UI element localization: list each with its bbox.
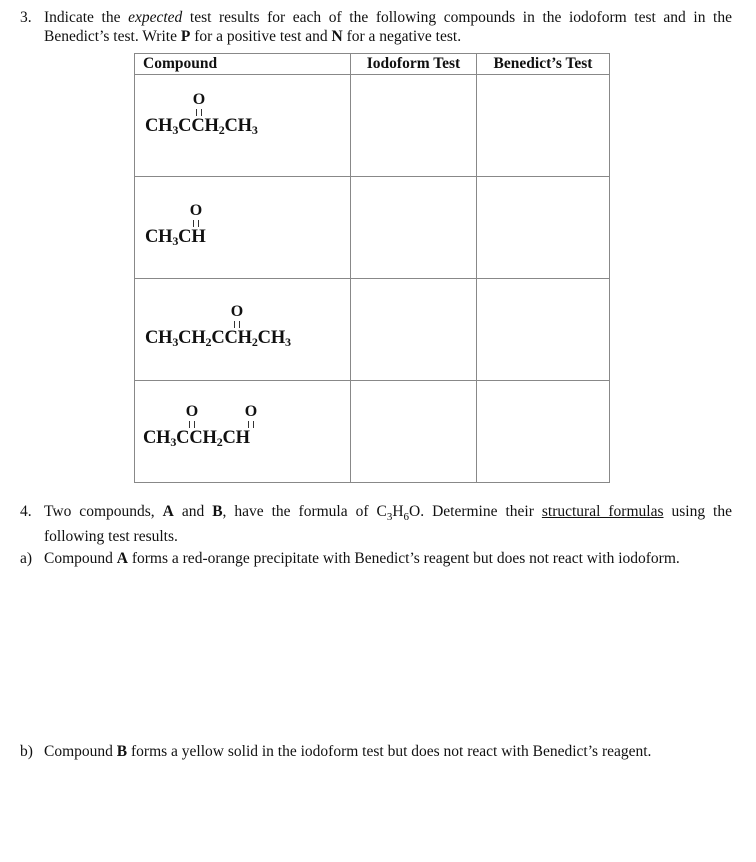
formula-subscript: 2 <box>216 435 223 449</box>
q4-text-d: using the following test results. <box>44 503 732 546</box>
part-label: a) <box>20 550 33 567</box>
question-4b <box>20 742 732 761</box>
compound-formula <box>145 328 291 349</box>
header-iodoform: Iodoform Test <box>351 54 477 75</box>
formula-part: CH <box>145 116 173 136</box>
q3-text-b: test results for each of the following compounds in the iodoform test and in the Benedict’s test. Write <box>44 9 732 45</box>
formula-subscript: 3 <box>170 435 177 449</box>
table-row <box>135 381 610 483</box>
question-3 <box>20 8 732 46</box>
compound-formula <box>143 428 250 449</box>
q4-text-c: , have the formula of C <box>222 503 387 520</box>
compound-formula <box>145 227 206 248</box>
formula-subscript: 3 <box>172 335 179 349</box>
q3-text-d: for a negative test. <box>342 28 462 45</box>
formula-part: CCH <box>176 428 217 448</box>
compound-cell <box>135 177 351 279</box>
qb-bold: B <box>116 743 128 760</box>
formula-part: H <box>392 503 404 520</box>
q3-text-a: Indicate the <box>44 9 129 26</box>
compound-cell <box>135 279 351 381</box>
compound-formula <box>145 116 258 137</box>
results-table <box>134 53 610 483</box>
formula-subscript: 3 <box>285 335 291 349</box>
formula-part: CH <box>224 116 252 136</box>
q4-b-bold: B <box>212 503 223 520</box>
qb-text-b: forms a yellow solid in the iodoform test but does not react with Benedict’s reagent. <box>127 743 652 760</box>
qa-text-a: Compound <box>44 550 117 567</box>
q3-emphasis: expected <box>128 9 183 26</box>
benedicts-answer-cell[interactable] <box>477 75 610 177</box>
q3-text-c: for a positive test and <box>190 28 332 45</box>
carbonyl-oxygen: O <box>230 303 244 320</box>
formula-part: CH <box>145 328 173 348</box>
double-bond-icon <box>196 109 202 116</box>
formula-subscript: 3 <box>251 123 258 137</box>
benedicts-answer-cell[interactable] <box>477 279 610 381</box>
formula-part: CH <box>222 428 250 448</box>
question-4b-text <box>20 742 732 761</box>
double-bond-icon <box>193 220 199 227</box>
compound-cell <box>135 75 351 177</box>
formula-subscript: 6 <box>403 511 410 524</box>
table-header-row <box>135 54 610 75</box>
formula-subscript: 2 <box>251 335 258 349</box>
table-row <box>135 75 610 177</box>
compound-cell <box>135 381 351 483</box>
iodoform-answer-cell[interactable] <box>351 279 477 381</box>
header-compound: Compound <box>135 54 351 75</box>
formula-subscript: 2 <box>205 335 212 349</box>
formula-subscript: 3 <box>386 511 393 524</box>
carbonyl-oxygen: O <box>244 403 258 420</box>
iodoform-answer-cell[interactable] <box>351 177 477 279</box>
carbonyl-oxygen: O <box>192 91 206 108</box>
table-row <box>135 177 610 279</box>
part-label: b) <box>20 743 33 760</box>
formula-subscript: 3 <box>172 123 179 137</box>
formula-subscript: 2 <box>218 123 225 137</box>
qa-bold: A <box>116 550 128 567</box>
question-4-text <box>20 502 732 546</box>
double-bond-icon <box>189 421 195 428</box>
q3-p-bold: P <box>180 28 191 45</box>
formula-part: CH <box>145 227 173 247</box>
q4-text-o: O. Determine their <box>409 503 542 520</box>
carbonyl-oxygen: O <box>185 403 199 420</box>
question-4a-text <box>20 549 732 568</box>
double-bond-icon <box>248 421 254 428</box>
question-number: 4. <box>20 503 32 520</box>
qb-text-a: Compound <box>44 743 117 760</box>
qa-text-b: forms a red-orange precipitate with Benedict’s reagent but does not react with iodoform. <box>127 550 680 567</box>
header-benedicts: Benedict’s Test <box>477 54 610 75</box>
q4-text-b: and <box>173 503 213 520</box>
iodoform-answer-cell[interactable] <box>351 75 477 177</box>
double-bond-icon <box>234 321 240 328</box>
formula-part: CH <box>178 328 206 348</box>
q4-a-bold: A <box>162 503 174 520</box>
benedicts-answer-cell[interactable] <box>477 381 610 483</box>
table-row <box>135 279 610 381</box>
iodoform-answer-cell[interactable] <box>351 381 477 483</box>
formula-part: CH <box>257 328 286 348</box>
q4-underlined: structural formulas <box>541 503 664 520</box>
formula-subscript: 3 <box>172 234 179 248</box>
q4-text-a: Two compounds, <box>44 503 163 520</box>
question-4a <box>20 549 732 568</box>
formula-part: CH <box>143 428 171 448</box>
question-4 <box>20 502 732 546</box>
q3-n-bold: N <box>331 28 343 45</box>
formula-part: CCH <box>211 328 252 348</box>
question-3-text <box>20 8 732 46</box>
benedicts-answer-cell[interactable] <box>477 177 610 279</box>
formula-part: CH <box>178 227 206 247</box>
carbonyl-oxygen: O <box>189 202 203 219</box>
question-number: 3. <box>20 9 32 26</box>
formula-part: CCH <box>178 116 219 136</box>
